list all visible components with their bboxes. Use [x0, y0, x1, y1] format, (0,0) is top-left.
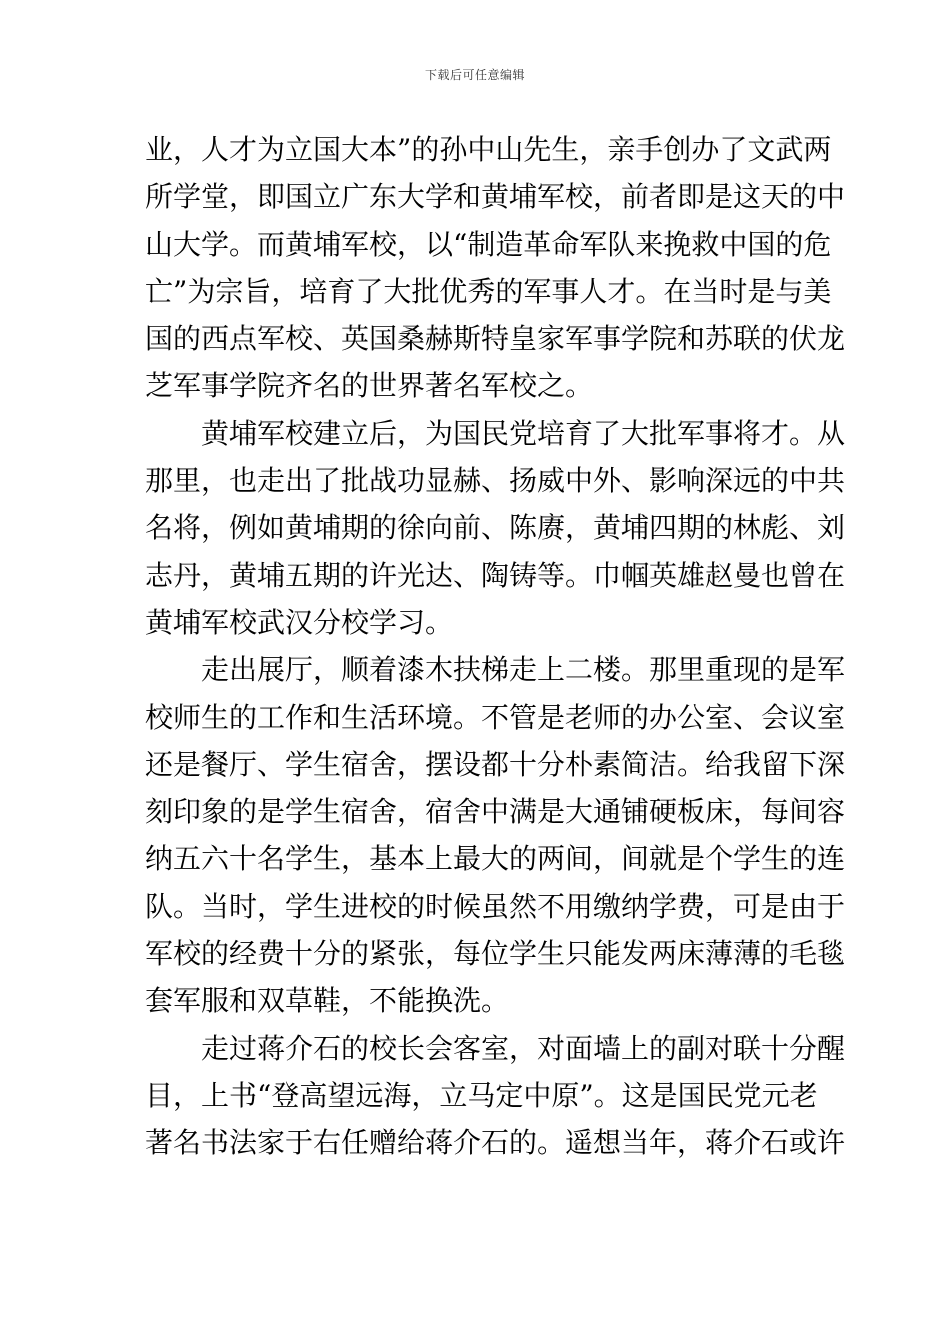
- document-body: [145, 126, 846, 1167]
- text-line: 黄埔军校武汉分校学习。: [145, 605, 454, 639]
- paragraph-3: [145, 646, 846, 1024]
- text-line: 还是餐厅、学生宿舍，摆设都十分朴素简洁。给我留下深: [145, 747, 846, 781]
- paragraph-1: [145, 126, 846, 410]
- text-line: 刻印象的是学生宿舍，宿舍中满是大通铺硬板床，每间容: [145, 795, 846, 829]
- text-line: 山大学。而黄埔军校，以“制造革命军队来挽救中国的危: [145, 227, 832, 261]
- text-line: 黄埔军校建立后，为国民党培育了大批军事将才。从: [201, 416, 846, 450]
- paragraph-2: [145, 410, 846, 646]
- text-line: 队。当时，学生进校的时候虽然不用缴纳学费，可是由于: [145, 889, 846, 923]
- paragraph-4: [145, 1025, 846, 1167]
- text-line: 走过蒋介石的校长会客室，对面墙上的副对联十分醒: [201, 1031, 846, 1065]
- text-line: 纳五六十名学生，基本上最大的两间，间就是个学生的连: [145, 842, 846, 876]
- text-line: 名将，例如黄埔期的徐向前、陈赓，黄埔四期的林彪、刘: [145, 511, 846, 545]
- text-line: 走出展厅，顺着漆木扶梯走上二楼。那里重现的是军: [201, 653, 846, 687]
- text-line: 志丹，黄埔五期的许光达、陶铸等。巾帼英雄赵曼也曾在: [145, 558, 846, 592]
- text-line: 目，上书“登高望远海，立马定中原”。这是国民党元老: [145, 1078, 818, 1112]
- text-line: 校师生的工作和生活环境。不管是老师的办公室、会议室: [145, 700, 846, 734]
- text-line: 军校的经费十分的紧张，每位学生只能发两床薄薄的毛毯: [145, 937, 846, 971]
- page-header: 下载后可任意编辑: [424, 68, 525, 82]
- text-line: 那里，也走出了批战功显赫、扬威中外、影响深远的中共: [145, 464, 846, 498]
- text-line: 亡”为宗旨，培育了大批优秀的军事人才。在当时是与美: [145, 274, 832, 308]
- text-line: 著名书法家于右任赠给蒋介石的。遥想当年，蒋介石或许: [145, 1126, 846, 1160]
- text-line: 所学堂，即国立广东大学和黄埔军校，前者即是这天的中: [145, 180, 846, 214]
- text-line: 国的西点军校、英国桑赫斯特皇家军事学院和苏联的伏龙: [145, 322, 846, 356]
- text-line: 套军服和双草鞋，不能换洗。: [145, 984, 510, 1018]
- text-line: 业，人才为立国大本”的孙中山先生，亲手创办了文武两: [145, 133, 832, 166]
- text-line: 芝军事学院齐名的世界著名军校之。: [145, 369, 594, 403]
